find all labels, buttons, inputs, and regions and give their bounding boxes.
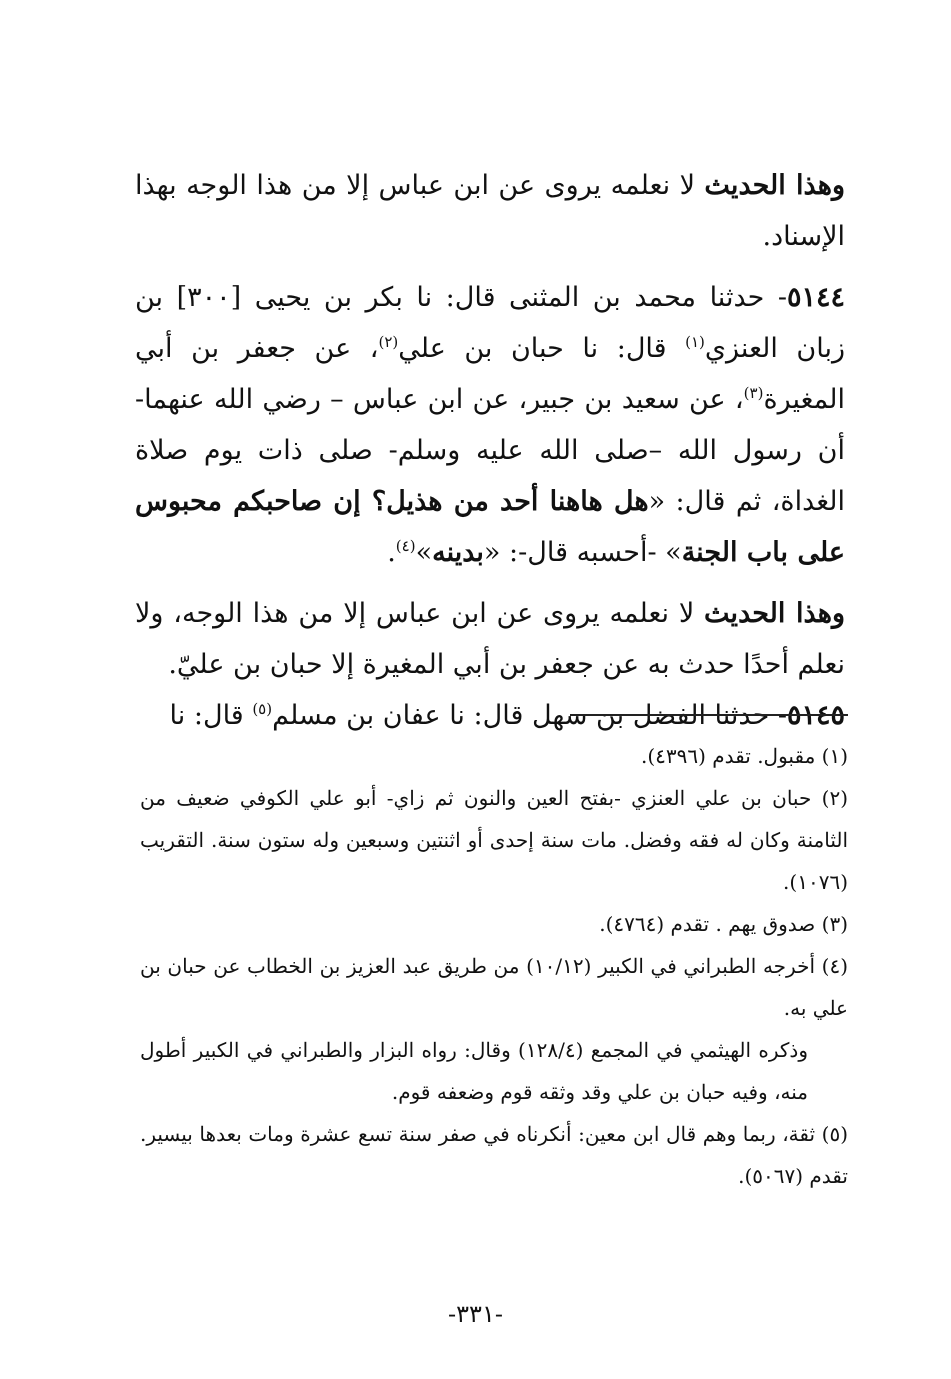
footnote-5: (٥) ثقة، ربما وهم قال ابن معين: أنكرناه في صفر سنة تسع عشرة ومات بعدها بيسير. تقدم (٥٠٦٧). bbox=[140, 1122, 848, 1188]
hadith-number: ٥١٤٤ bbox=[787, 282, 846, 313]
bold-lead: وهذا الحديث bbox=[704, 598, 845, 629]
hadith-5144 bbox=[135, 272, 845, 578]
paragraph-text: لا نعلمه يروى عن ابن عباس إلا من هذا الوجه بهذا الإسناد. bbox=[135, 170, 845, 252]
footnote-ref-4: (٤) bbox=[395, 537, 416, 555]
footnote-ref-3: (٣) bbox=[743, 384, 764, 402]
paragraph-text: لا نعلمه يروى عن ابن عباس إلا من هذا الوجه، ولا نعلم أحدًا حدث به عن جعفر بن أبي المغيرة إلا حبان بن عليّ. bbox=[135, 598, 845, 680]
page-number: -٣٣١- bbox=[448, 1300, 503, 1328]
hadith-text: - حدثنا محمد بن المثنى قال: نا بكر بن يحيى [٣٠٠] بن زبان العنزي bbox=[135, 282, 846, 364]
hadith-text: . bbox=[387, 537, 396, 568]
footnote-3: (٣) صدوق يهم . تقدم (٤٧٦٤). bbox=[599, 912, 848, 936]
hadith-text: » -أحسبه قال-: « bbox=[483, 537, 682, 568]
footnote-4: (٤) أخرجه الطبراني في الكبير (١٠/١٢) من طريق عبد العزيز بن الخطاب عن حبان بن علي به. bbox=[140, 954, 848, 1020]
footnote-1: (١) مقبول. تقدم (٤٣٩٦). bbox=[640, 744, 848, 768]
hadith-quote: هل هاهنا أحد من هذيل؟ إن صاحبكم محبوس على باب الجنة bbox=[135, 486, 845, 568]
paragraph-3 bbox=[135, 588, 845, 690]
footnote-ref-1: (١) bbox=[685, 333, 705, 351]
footnote-2: (٢) حبان بن علي العنزي -بفتح العين والنون ثم زاي- أبو علي الكوفي ضعيف من الثامنة وكان له فقه وفضل. مات سنة إحدى أو اثنتين وسبعين وله ستون سنة. التقريب (١٠٧٦). bbox=[140, 786, 848, 894]
footnote-ref-5: (٥) bbox=[252, 700, 273, 718]
hadith-text: قال: نا bbox=[169, 700, 253, 731]
footnote-4-continued: وذكره الهيثمي في المجمع (١٢٨/٤) وقال: رواه البزار والطبراني في الكبير أطول منه، وفيه حبان بن علي وقد وثقه قوم وضعفه قوم. bbox=[140, 1038, 808, 1104]
hadith-text: ، عن سعيد بن جبير، عن ابن عباس – رضي الله عنهما- أن رسول الله –صلى الله عليه وسلم- صلى ذات يوم صلاة الغداة، ثم قال: « bbox=[135, 384, 846, 517]
hadith-text: - حدثنا الفضل بن سهل قال: نا عفان بن مسلم bbox=[272, 700, 787, 731]
footnote-ref-2: (٢) bbox=[378, 333, 399, 351]
footnote-divider bbox=[570, 714, 848, 716]
footnotes bbox=[140, 735, 848, 1197]
hadith-number: ٥١٤٥ bbox=[786, 700, 845, 731]
paragraph-1 bbox=[135, 160, 845, 262]
hadith-text: » bbox=[415, 537, 433, 568]
hadith-quote-2: بدينه bbox=[432, 537, 484, 568]
hadith-text: قال: نا حبان بن علي bbox=[398, 333, 686, 364]
main-text bbox=[135, 160, 845, 741]
hadith-text: ، عن جعفر بن أبي المغيرة bbox=[135, 333, 845, 415]
bold-lead: وهذا الحديث bbox=[704, 170, 845, 201]
